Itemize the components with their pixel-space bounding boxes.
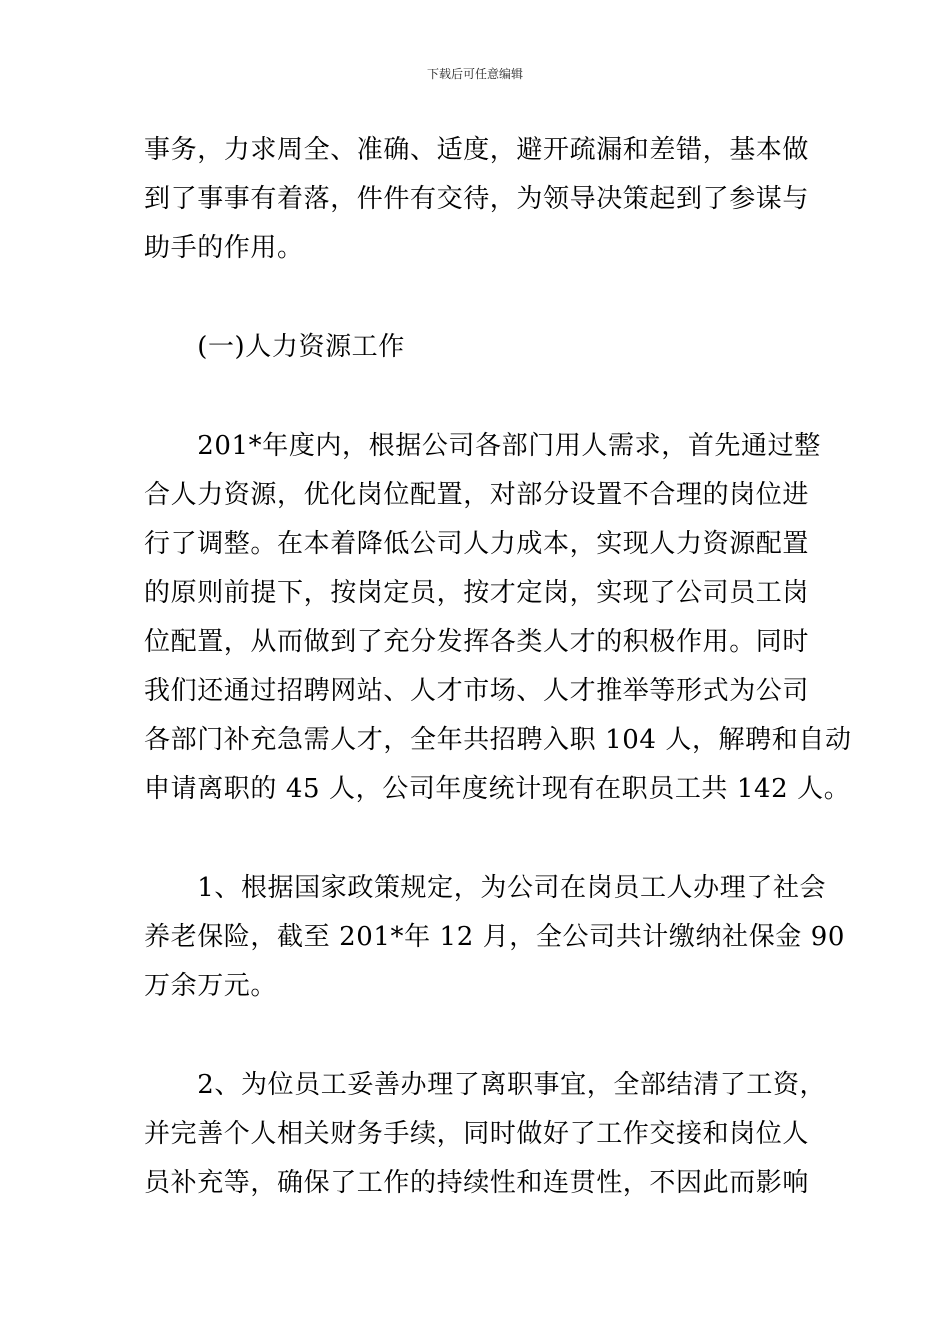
text-line: 合人力资源，优化岗位配置，对部分设置不合理的岗位进: [144, 480, 810, 510]
text-line: 万余万元。: [144, 971, 278, 1001]
text-line: 1、根据国家政策规定，为公司在岗员工人办理了社会: [144, 873, 827, 903]
text-line: 的原则前提下，按岗定员，按才定岗，实现了公司员工岗: [144, 578, 810, 608]
text-line: 助手的作用。: [144, 233, 304, 263]
text-line: 2、为位员工妥善办理了离职事宜，全部结清了工资，: [144, 1070, 827, 1100]
text-line: 申请离职的 45 人，公司年度统计现有在职员工共 142 人。: [144, 774, 851, 804]
text-line: 员补充等，确保了工作的持续性和连贯性，不因此而影响: [144, 1168, 810, 1198]
text-line: 201*年度内，根据公司各部门用人需求，首先通过整: [144, 431, 821, 461]
paragraph-1: [144, 126, 808, 273]
page-header-note: 下载后可任意编辑: [426, 67, 523, 81]
paragraph-3: [144, 864, 846, 1011]
text-line: 并完善个人相关财务手续，同时做好了工作交接和岗位人: [144, 1119, 810, 1149]
text-line: 到了事事有着落，件件有交待，为领导决策起到了参谋与: [144, 184, 810, 214]
text-line: 我们还通过招聘网站、人才市场、人才推举等形式为公司: [144, 676, 810, 706]
paragraph-4: [144, 1061, 827, 1208]
section-heading: (一)人力资源工作: [144, 332, 405, 362]
text-line: 位配置，从而做到了充分发挥各类人才的积极作用。同时: [144, 627, 810, 657]
text-line: 事务，力求周全、准确、适度，避开疏漏和差错，基本做: [144, 135, 810, 165]
text-line: 行了调整。在本着降低公司人力成本，实现人力资源配置: [144, 529, 810, 559]
text-line: 养老保险，截至 201*年 12 月，全公司共计缴纳社保金 90: [144, 922, 846, 952]
paragraph-2: [144, 422, 852, 814]
text-line: 各部门补充急需人才，全年共招聘入职 104 人，解聘和自动: [144, 725, 852, 755]
document-body: [144, 126, 852, 1208]
